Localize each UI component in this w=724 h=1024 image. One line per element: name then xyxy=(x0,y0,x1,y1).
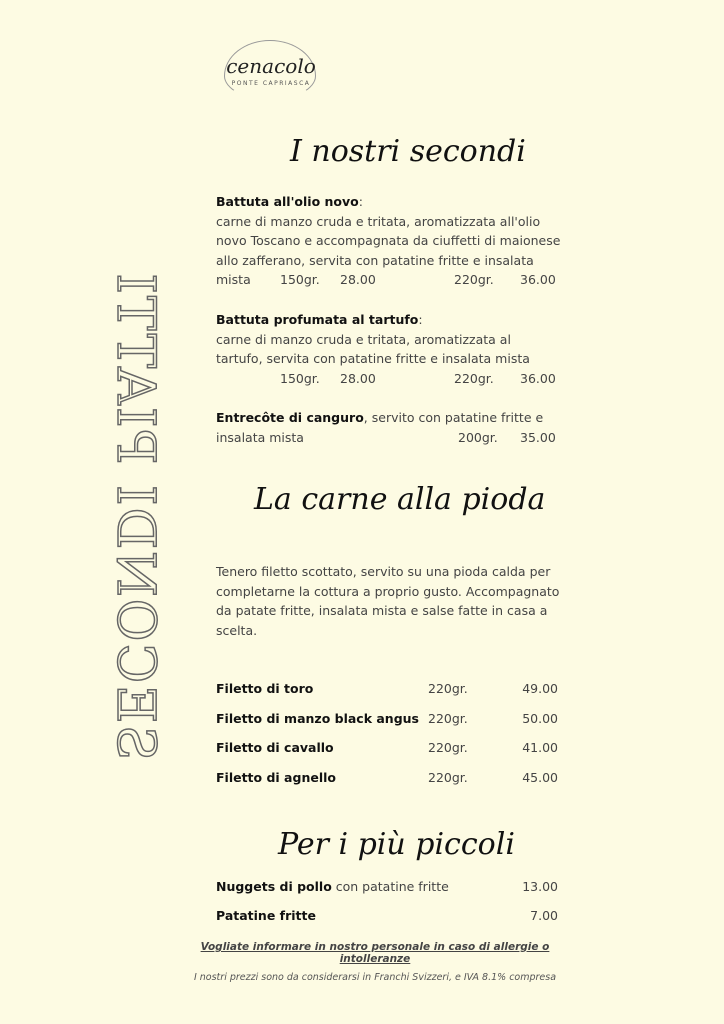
price: 35.00 xyxy=(520,429,556,445)
list-item xyxy=(216,906,558,935)
dish-name: Nuggets di pollo xyxy=(216,879,332,894)
price: 28.00 xyxy=(340,370,376,386)
weight: 220gr. xyxy=(428,681,468,696)
weight: 150gr. xyxy=(280,370,320,386)
dish-name: Battuta all'olio novo xyxy=(216,194,359,209)
menu-item-battuta-olio: Battuta all'olio novo: carne di manzo cruda e tritata, aromatizzata all'olio novo Toscano e accompagnata da ciuffetti di maionese allo zafferano, servita con patatine fritte e insalata mista 150gr. 28.00 220gr. 36.00 xyxy=(216,192,560,290)
list-item xyxy=(216,679,558,709)
dish-name: Filetto di cavallo xyxy=(216,740,334,755)
side-title xyxy=(95,271,175,761)
price: 41.00 xyxy=(522,740,558,755)
price: 36.00 xyxy=(520,370,556,386)
dish-name: Entrecôte di canguro xyxy=(216,410,364,425)
dish-description: allo zafferano, servita con patatine fritte e insalata xyxy=(216,252,534,268)
dish-name: Patatine fritte xyxy=(216,908,316,923)
weight: 150gr. xyxy=(280,272,320,287)
piccoli-list xyxy=(216,877,558,935)
prices-note: I nostri prezzi sono da considerarsi in Franchi Svizzeri, e IVA 8.1% compresa xyxy=(193,972,557,983)
section-title-secondi: I nostri secondi xyxy=(290,134,526,169)
price: 45.00 xyxy=(522,769,558,785)
side-title-text: SECONDI PIATTI xyxy=(105,271,165,761)
price: 49.00 xyxy=(522,681,558,696)
logo-name: cenacolo xyxy=(226,54,316,78)
dish-description: , servito con patatine fritte e xyxy=(363,410,544,425)
weight: 220gr. xyxy=(428,769,468,785)
logo-subtitle: PONTE CAPRIASCA xyxy=(231,80,311,87)
list-item xyxy=(216,738,558,768)
menu-item-entrecote xyxy=(216,408,558,447)
price: 13.00 xyxy=(522,879,558,894)
weight: 220gr. xyxy=(428,710,468,726)
dish-description: novo Toscano e accompagnata da ciuffetti di maionese xyxy=(216,233,561,248)
list-item xyxy=(216,709,558,739)
weight: 220gr. xyxy=(454,370,494,386)
dish-name: Filetto di agnello xyxy=(216,769,336,785)
section-title-pioda: La carne alla pioda xyxy=(254,482,546,517)
list-item xyxy=(216,877,558,906)
dish-description: insalata mista xyxy=(216,429,304,445)
weight: 220gr. xyxy=(454,272,494,287)
dish-description: con patatine fritte xyxy=(331,879,449,894)
dish-name: Filetto di toro xyxy=(216,681,314,696)
list-item xyxy=(216,768,558,798)
menu-item-battuta-tartufo: Battuta profumata al tartufo: carne di manzo cruda e tritata, aromatizzata al tartufo, servita con patatine fritte e insalata mista 150gr. 28.00 220gr. 36.00 xyxy=(216,310,530,388)
dish-name: Battuta profumata al tartufo xyxy=(216,312,419,327)
pioda-list xyxy=(216,679,558,797)
price: 28.00 xyxy=(340,272,376,287)
allergy-notice: Vogliate informare in nostro personale in caso di allergie o intolleranze xyxy=(200,941,550,965)
weight: 220gr. xyxy=(428,740,468,755)
price: 50.00 xyxy=(522,710,558,726)
dish-description: carne di manzo cruda e tritata, aromatizzata all'olio xyxy=(216,213,541,229)
dish-description: mista xyxy=(216,272,251,287)
dish-description: carne di manzo cruda e tritata, aromatizzata al xyxy=(216,331,511,347)
dish-name: Filetto di manzo black angus xyxy=(216,710,419,726)
section-title-piccoli: Per i più piccoli xyxy=(278,827,515,862)
pioda-description: Tenero filetto scottato, servito su una pioda calda per completarne la cottura a proprio gusto. Accompagnato da patate fritte, insalata mista e salse fatte in casa a scelta. xyxy=(216,564,560,638)
price: 36.00 xyxy=(520,272,556,287)
price: 7.00 xyxy=(530,908,558,923)
weight: 200gr. xyxy=(458,429,498,445)
dish-description: tartufo, servita con patatine fritte e insalata mista xyxy=(216,351,530,366)
